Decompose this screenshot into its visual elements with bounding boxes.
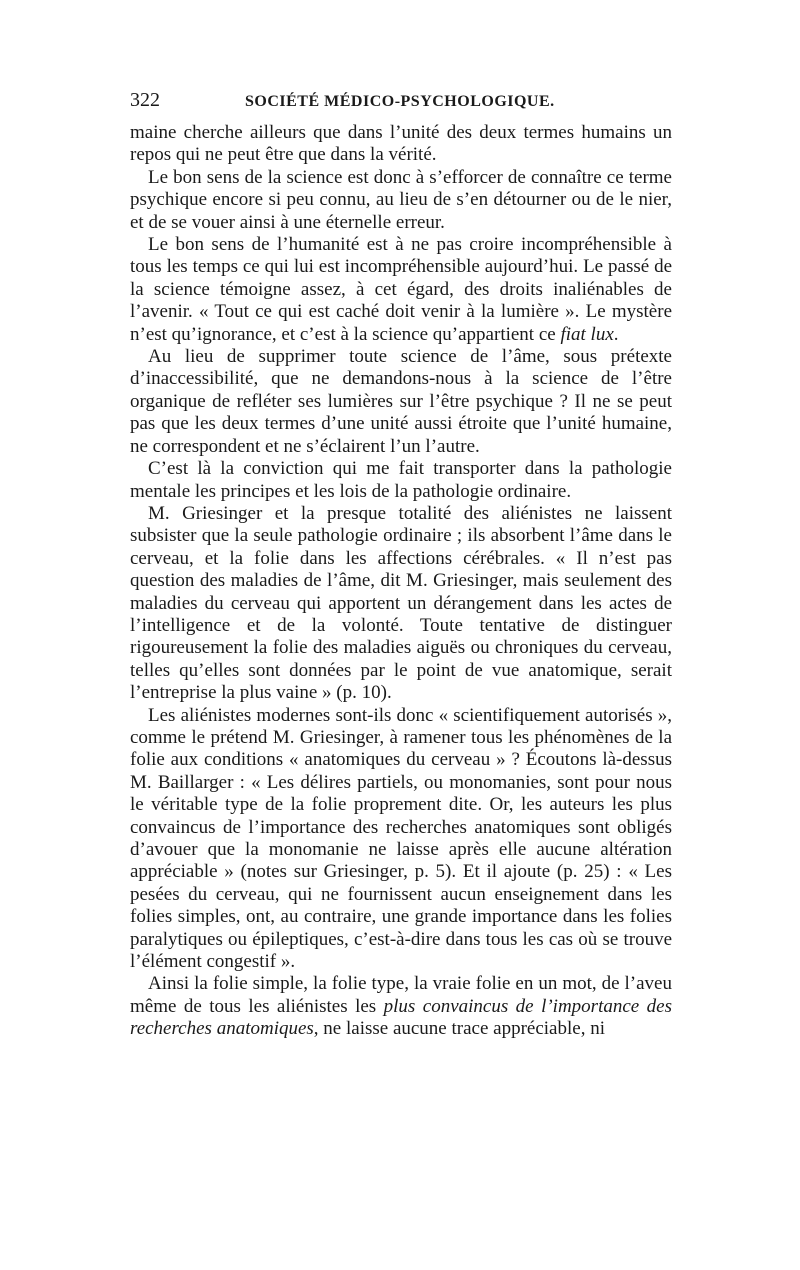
italic-quote: plus convaincus de l’importance des recherches anatomiques	[130, 995, 672, 1040]
paragraph: Les aliénistes modernes sont-ils donc « scientifiquement autorisés », comme le prétend M. Griesinger, à ramener tous les phénomènes de la folie aux conditions « anatomiques du cerveau » ? Écoutons là-dessus M. Baillarger : « Les délires partiels, ou monomanies, sont pour nous le véritable type de la folie proprement dite. Or, les auteurs les plus convaincus de l’importance des recherches anatomiques sont obligés d’avouer que la monomanie ne laisse après elle aucune altération appréciable » (notes sur Griesinger, p. 5). Et il ajoute (p. 25) : « Les pesées du cerveau, qui ne fournissent aucun enseignement dans les folies simples, ont, au contraire, une grande importance dans les folies paralytiques ou épileptiques, c’est-à-dire dans tous les cas où se trouve l’élément congestif ».	[130, 704, 672, 973]
paragraph	[130, 973, 672, 1040]
paragraph-text: , ne laisse aucune trace appréciable, ni	[313, 1018, 605, 1040]
running-title: SOCIÉTÉ MÉDICO-PSYCHOLOGIQUE.	[245, 93, 555, 110]
paragraph-text: Ainsi la folie simple, la folie type, la vraie folie en un mot, de l’aveu même de tous les aliénistes les	[130, 973, 672, 1017]
paragraph: M. Griesinger et la presque totalité des aliénistes ne laissent subsister que la seule pathologie ordinaire ; ils absorbent l’âme dans le cerveau, et la folie dans les affections cérébrales. « Il n’est pas question des maladies de l’âme, dit M. Griesinger, mais seulement des maladies du cerveau qui apportent un dérangement dans les actes de l’intelligence et de la volonté. Toute tentative de distinguer rigoureusement la folie des maladies aiguës ou chroniques du cerveau, telles qu’elles sont données par le point de vue anatomique, serait l’entreprise la plus vaine » (p. 10).	[130, 502, 672, 704]
body-text	[130, 122, 672, 1041]
paragraph-text: .	[613, 323, 619, 345]
paragraph: Au lieu de supprimer toute science de l’âme, sous prétexte d’inaccessibilité, que ne demandons-nous à la science de l’être organique de refléter ses lumières sur l’être psychique ? Il ne se peut pas que les deux termes d’une unité aussi étroite que l’unité humaine, ne correspondent et ne s’éclairent l’un l’autre.	[130, 346, 672, 457]
page-number: 322	[130, 89, 160, 111]
paragraph: Le bon sens de la science est donc à s’efforcer de connaître ce terme psychique encore si peu connu, au lieu de s’en détourner ou de le nier, et de se vouer ainsi à une éternelle erreur.	[130, 166, 672, 233]
paragraph: C’est là la conviction qui me fait transporter dans la pathologie mentale les principes et les lois de la pathologie ordinaire.	[130, 458, 672, 502]
paragraph-text: Le bon sens de l’humanité est à ne pas croire incompréhensible à tous les temps ce qui lui est incompréhensible aujourd’hui. Le passé de la science témoigne assez, à cet égard, des droits inaliénables de l’avenir. « Tout ce qui est caché doit venir à la lumière ». Le mystère n’est qu’ignorance, et c’est à la science qu’appartient ce	[130, 234, 672, 345]
running-head	[130, 88, 672, 114]
latin-phrase: fiat lux	[560, 323, 614, 345]
paragraph	[130, 234, 672, 346]
paragraph-continued: maine cherche ailleurs que dans l’unité des deux termes humains un repos qui ne peut être que dans la vérité.	[130, 122, 672, 166]
